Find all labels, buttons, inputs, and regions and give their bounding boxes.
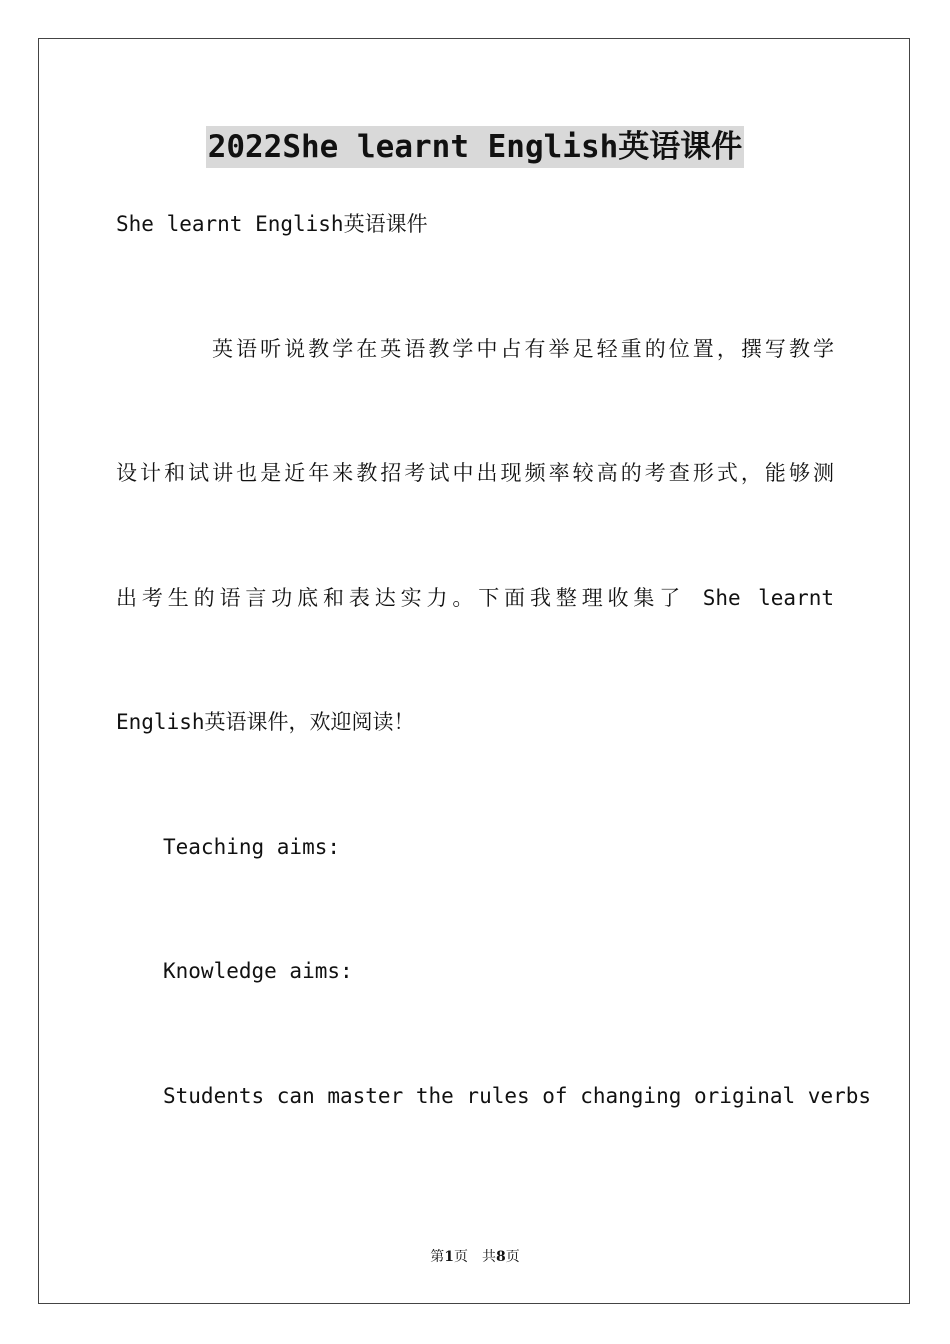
page-footer (0, 1247, 950, 1267)
paragraph-line-1: 英语听说教学在英语教学中占有举足轻重的位置，撰写教学 (212, 337, 834, 361)
title-container (0, 126, 950, 168)
paragraph-line-4: English英语课件，欢迎阅读！ (116, 710, 415, 734)
students-line: Students can master the rules of changing original verbs (163, 1084, 872, 1108)
paragraph-line-2: 设计和试讲也是近年来教招考试中出现频率较高的考查形式，能够测 (116, 461, 834, 485)
knowledge-aims-heading: Knowledge aims: (163, 959, 353, 983)
document-subtitle: She learnt English英语课件 (116, 212, 428, 236)
footer-total-suffix: 页 (505, 1249, 520, 1265)
footer-page-suffix: 页 (454, 1249, 468, 1265)
footer-total-prefix: 共 (482, 1249, 496, 1265)
footer-page-number: 1 (444, 1249, 454, 1265)
paragraph-line-3: 出考生的语言功底和表达实力。下面我整理收集了 She learnt (116, 586, 834, 610)
footer-total-pages: 8 (496, 1249, 506, 1265)
document-title: 2022She learnt English英语课件 (206, 126, 745, 168)
teaching-aims-heading: Teaching aims: (163, 835, 341, 859)
footer-page-prefix: 第 (430, 1249, 445, 1265)
